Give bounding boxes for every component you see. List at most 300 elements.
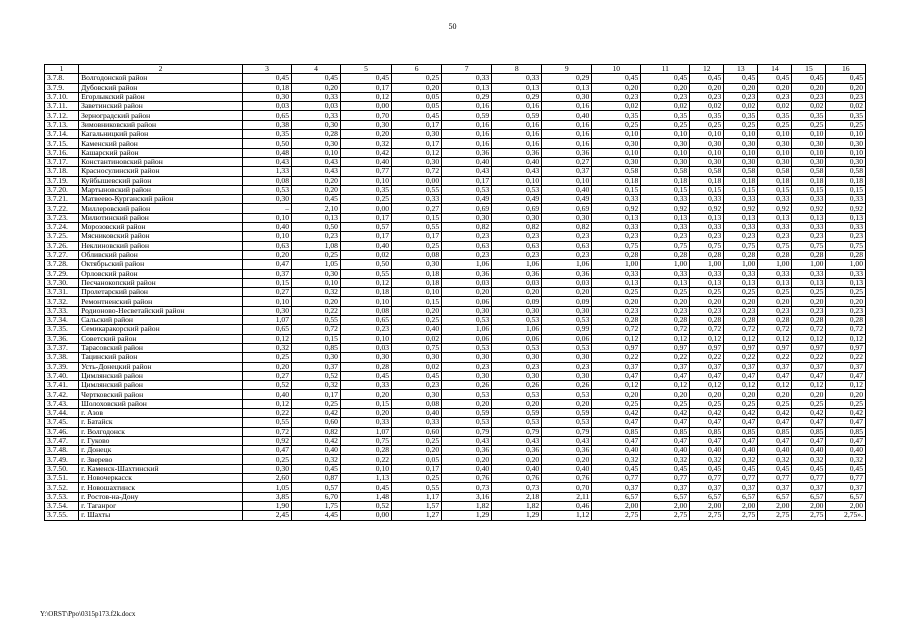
- value-cell: 0,12: [641, 334, 690, 343]
- value-cell: 0,20: [724, 297, 758, 306]
- row-code-cell: 3.7.34.: [45, 316, 79, 325]
- district-name-cell: Каменский район: [79, 139, 243, 148]
- value-cell: 0,45: [724, 74, 758, 83]
- value-cell: 0,12: [826, 381, 866, 390]
- value-cell: 0,13: [492, 83, 542, 92]
- value-cell: 0,55: [392, 223, 442, 232]
- value-cell: 0,13: [690, 213, 724, 222]
- value-cell: 0,32: [758, 455, 792, 464]
- value-cell: 0,32: [292, 288, 341, 297]
- value-cell: 0,35: [641, 111, 690, 120]
- value-cell: 0,76: [492, 474, 542, 483]
- value-cell: 0,33: [792, 223, 826, 232]
- value-cell: 0,25: [792, 399, 826, 408]
- value-cell: 0,03: [442, 278, 492, 287]
- value-cell: 0,75: [641, 241, 690, 250]
- value-cell: 0,40: [243, 223, 292, 232]
- value-cell: 0,47: [243, 446, 292, 455]
- value-cell: 0,10: [690, 148, 724, 157]
- value-cell: 0,79: [492, 427, 542, 436]
- value-cell: 0,49: [442, 195, 492, 204]
- value-cell: 0,97: [792, 343, 826, 352]
- value-cell: 0,13: [758, 213, 792, 222]
- value-cell: 0,00: [340, 511, 391, 520]
- value-cell: 0,30: [243, 92, 292, 101]
- value-cell: 0,15: [292, 334, 341, 343]
- value-cell: 0,23: [442, 250, 492, 259]
- value-cell: 0,45: [826, 464, 866, 473]
- value-cell: 0,05: [392, 455, 442, 464]
- value-cell: 0,63: [243, 241, 292, 250]
- district-name-cell: г. Таганрог: [79, 501, 243, 510]
- value-cell: 0,22: [243, 408, 292, 417]
- value-cell: 0,69: [492, 204, 542, 213]
- value-cell: 1,13: [340, 474, 391, 483]
- row-code-cell: 3.7.24.: [45, 223, 79, 232]
- value-cell: 0,20: [442, 288, 492, 297]
- value-cell: 0,50: [292, 223, 341, 232]
- row-code-cell: 3.7.50.: [45, 464, 79, 473]
- value-cell: 0,45: [641, 464, 690, 473]
- column-header: 3: [243, 65, 292, 74]
- value-cell: 0,52: [292, 371, 341, 380]
- value-cell: 0,33: [758, 195, 792, 204]
- value-cell: 2,00: [792, 501, 826, 510]
- value-cell: 0,70: [340, 111, 391, 120]
- value-cell: 0,17: [392, 120, 442, 129]
- value-cell: 0,85: [292, 343, 341, 352]
- value-cell: 0,15: [392, 213, 442, 222]
- value-cell: 0,45: [592, 74, 641, 83]
- value-cell: 0,49: [542, 195, 592, 204]
- value-cell: 0,30: [492, 371, 542, 380]
- value-cell: 0,59: [442, 408, 492, 417]
- value-cell: 0,47: [792, 436, 826, 445]
- value-cell: 1,57: [392, 501, 442, 510]
- value-cell: 0,97: [690, 343, 724, 352]
- value-cell: 0,23: [492, 232, 542, 241]
- value-cell: 0,18: [340, 288, 391, 297]
- table-row: [45, 334, 866, 343]
- value-cell: 0,30: [492, 353, 542, 362]
- table-row: [45, 399, 866, 408]
- value-cell: 0,20: [340, 390, 391, 399]
- value-cell: 0,40: [792, 446, 826, 455]
- value-cell: 0,23: [690, 306, 724, 315]
- value-cell: 0,23: [792, 92, 826, 101]
- column-header: 10: [592, 65, 641, 74]
- row-code-cell: 3.7.32.: [45, 297, 79, 306]
- value-cell: 0,10: [492, 176, 542, 185]
- value-cell: 0,23: [542, 362, 592, 371]
- value-cell: 6,57: [758, 492, 792, 501]
- row-code-cell: 3.7.51.: [45, 474, 79, 483]
- value-cell: 0,13: [442, 83, 492, 92]
- value-cell: 6,57: [826, 492, 866, 501]
- value-cell: 0,20: [641, 297, 690, 306]
- value-cell: 0,23: [592, 92, 641, 101]
- value-cell: 0,12: [641, 381, 690, 390]
- table-row: [45, 278, 866, 287]
- value-cell: 6,57: [592, 492, 641, 501]
- value-cell: 0,32: [792, 455, 826, 464]
- value-cell: 0,02: [792, 102, 826, 111]
- value-cell: 0,73: [442, 483, 492, 492]
- value-cell: 0,33: [292, 92, 341, 101]
- value-cell: 0,45: [792, 464, 826, 473]
- table-row: [45, 316, 866, 325]
- value-cell: 0,25: [724, 399, 758, 408]
- value-cell: 0,25: [690, 288, 724, 297]
- value-cell: 1,00: [592, 260, 641, 269]
- value-cell: 0,13: [826, 278, 866, 287]
- value-cell: 0,30: [292, 139, 341, 148]
- value-cell: 0,10: [792, 148, 826, 157]
- value-cell: 0,23: [442, 232, 492, 241]
- table-row: [45, 427, 866, 436]
- value-cell: 0,10: [340, 176, 391, 185]
- value-cell: 0,12: [758, 334, 792, 343]
- value-cell: 0,20: [492, 399, 542, 408]
- value-cell: 0,47: [641, 418, 690, 427]
- value-cell: 0,03: [292, 102, 341, 111]
- value-cell: 0,03: [340, 343, 391, 352]
- value-cell: 0,23: [792, 306, 826, 315]
- value-cell: 0,77: [792, 474, 826, 483]
- value-cell: 0,33: [592, 195, 641, 204]
- row-code-cell: 3.7.20.: [45, 185, 79, 194]
- value-cell: 0,33: [442, 74, 492, 83]
- value-cell: 0,02: [592, 102, 641, 111]
- value-cell: 0,59: [492, 111, 542, 120]
- value-cell: 0,47: [758, 418, 792, 427]
- value-cell: 0,20: [492, 455, 542, 464]
- value-cell: 0,25: [592, 288, 641, 297]
- value-cell: 0,76: [442, 474, 492, 483]
- value-cell: 0,97: [826, 343, 866, 352]
- value-cell: 0,18: [792, 176, 826, 185]
- row-code-cell: 3.7.31.: [45, 288, 79, 297]
- district-name-cell: Волгодонской район: [79, 74, 243, 83]
- value-cell: 0,53: [442, 390, 492, 399]
- value-cell: 0,22: [724, 353, 758, 362]
- value-cell: 0,42: [758, 408, 792, 417]
- value-cell: 0,53: [542, 418, 592, 427]
- row-code-cell: 3.7.17.: [45, 157, 79, 166]
- value-cell: 0,15: [592, 185, 641, 194]
- district-name-cell: г. Азов: [79, 408, 243, 417]
- value-cell: 2,60: [243, 474, 292, 483]
- value-cell: 0,40: [826, 446, 866, 455]
- value-cell: 0,22: [292, 306, 341, 315]
- value-cell: 0,33: [641, 223, 690, 232]
- value-cell: 0,10: [340, 297, 391, 306]
- value-cell: 0,92: [690, 204, 724, 213]
- value-cell: 0,30: [542, 353, 592, 362]
- value-cell: 0,42: [292, 408, 341, 417]
- value-cell: 0,33: [690, 269, 724, 278]
- district-name-cell: Семикаракорский район: [79, 325, 243, 334]
- value-cell: 1,29: [442, 511, 492, 520]
- value-cell: 0,10: [724, 148, 758, 157]
- value-cell: 0,13: [592, 213, 641, 222]
- value-cell: 0,32: [641, 455, 690, 464]
- row-code-cell: 3.7.30.: [45, 278, 79, 287]
- value-cell: 0,40: [542, 111, 592, 120]
- table-row: [45, 102, 866, 111]
- value-cell: 0,30: [292, 353, 341, 362]
- value-cell: 0,10: [826, 130, 866, 139]
- value-cell: 0,58: [758, 167, 792, 176]
- value-cell: 0,36: [442, 269, 492, 278]
- value-cell: 0,46: [542, 501, 592, 510]
- value-cell: 0,30: [690, 157, 724, 166]
- value-cell: 0,03: [243, 102, 292, 111]
- value-cell: 0,45: [690, 464, 724, 473]
- value-cell: 0,17: [392, 232, 442, 241]
- page-number: 50: [448, 22, 457, 31]
- value-cell: 1,07: [340, 427, 391, 436]
- value-cell: 0,00: [340, 102, 391, 111]
- value-cell: 0,22: [758, 353, 792, 362]
- value-cell: 6,57: [690, 492, 724, 501]
- value-cell: 0,79: [542, 427, 592, 436]
- value-cell: 0,75: [340, 436, 391, 445]
- value-cell: 0,28: [340, 446, 391, 455]
- row-code-cell: 3.7.53.: [45, 492, 79, 501]
- value-cell: 0,35: [758, 111, 792, 120]
- table-row: [45, 241, 866, 250]
- table-row: [45, 492, 866, 501]
- value-cell: 0,10: [592, 130, 641, 139]
- value-cell: 0,73: [492, 483, 542, 492]
- value-cell: 0,63: [442, 241, 492, 250]
- value-cell: 0,37: [792, 362, 826, 371]
- value-cell: 0,58: [592, 167, 641, 176]
- value-cell: 1,27: [392, 511, 442, 520]
- value-cell: 1,00: [690, 260, 724, 269]
- value-cell: 0,40: [392, 325, 442, 334]
- value-cell: 0,25: [690, 120, 724, 129]
- value-cell: 6,57: [724, 492, 758, 501]
- value-cell: 0,16: [492, 130, 542, 139]
- value-cell: 0,25: [243, 353, 292, 362]
- value-cell: 0,26: [542, 381, 592, 390]
- table-row: [45, 436, 866, 445]
- value-cell: 0,47: [690, 371, 724, 380]
- value-cell: 0,55: [292, 316, 341, 325]
- value-cell: 0,23: [292, 232, 341, 241]
- value-cell: 0,53: [542, 390, 592, 399]
- value-cell: 0,25: [758, 399, 792, 408]
- district-name-cell: Ремонтненский район: [79, 297, 243, 306]
- value-cell: 0,17: [442, 176, 492, 185]
- value-cell: 0,18: [826, 176, 866, 185]
- row-code-cell: 3.7.26.: [45, 241, 79, 250]
- value-cell: 0,30: [442, 306, 492, 315]
- value-cell: 0,23: [758, 92, 792, 101]
- value-cell: 0,30: [826, 139, 866, 148]
- value-cell: 0,72: [690, 325, 724, 334]
- table-row: [45, 204, 866, 213]
- value-cell: 0,25: [690, 399, 724, 408]
- data-table: [44, 64, 866, 521]
- value-cell: 0,28: [641, 250, 690, 259]
- value-cell: 0,12: [340, 278, 391, 287]
- value-cell: 0,28: [690, 250, 724, 259]
- value-cell: 0,33: [826, 269, 866, 278]
- row-code-cell: 3.7.22.: [45, 204, 79, 213]
- value-cell: 0,20: [758, 83, 792, 92]
- value-cell: 0,30: [724, 139, 758, 148]
- value-cell: 0,25: [392, 241, 442, 250]
- value-cell: 2,75: [592, 511, 641, 520]
- column-header: 9: [542, 65, 592, 74]
- value-cell: 0,75: [758, 241, 792, 250]
- value-cell: 0,13: [724, 213, 758, 222]
- value-cell: 0,23: [724, 306, 758, 315]
- value-cell: 0,10: [292, 278, 341, 287]
- value-cell: 0,15: [792, 185, 826, 194]
- value-cell: 0,92: [641, 204, 690, 213]
- value-cell: 0,45: [758, 74, 792, 83]
- table-row: [45, 288, 866, 297]
- table-row: [45, 511, 866, 520]
- value-cell: 0,23: [492, 250, 542, 259]
- value-cell: 2,00: [826, 501, 866, 510]
- value-cell: 1,00: [792, 260, 826, 269]
- value-cell: 0,59: [492, 408, 542, 417]
- row-code-cell: 3.7.11.: [45, 102, 79, 111]
- value-cell: 0,55: [392, 185, 442, 194]
- value-cell: 0,43: [243, 157, 292, 166]
- row-code-cell: 3.7.14.: [45, 130, 79, 139]
- value-cell: 0,47: [826, 371, 866, 380]
- value-cell: 0,33: [826, 223, 866, 232]
- value-cell: 0,33: [641, 195, 690, 204]
- value-cell: 0,35: [724, 111, 758, 120]
- value-cell: 0,33: [641, 269, 690, 278]
- value-cell: 0,17: [340, 83, 391, 92]
- value-cell: 0,60: [292, 418, 341, 427]
- value-cell: 0,20: [641, 390, 690, 399]
- table-row: [45, 74, 866, 83]
- value-cell: 0,30: [243, 306, 292, 315]
- value-cell: 0,69: [542, 204, 592, 213]
- value-cell: 0,12: [243, 334, 292, 343]
- value-cell: 0,23: [724, 232, 758, 241]
- district-name-cell: Песчанокопский район: [79, 278, 243, 287]
- value-cell: 0,97: [758, 343, 792, 352]
- value-cell: 0,32: [826, 455, 866, 464]
- value-cell: 0,40: [243, 390, 292, 399]
- value-cell: 0,47: [641, 436, 690, 445]
- value-cell: 0,20: [826, 83, 866, 92]
- value-cell: 1,06: [442, 325, 492, 334]
- value-cell: 0,53: [492, 390, 542, 399]
- value-cell: 0,27: [243, 371, 292, 380]
- value-cell: 0,50: [340, 260, 391, 269]
- value-cell: 1,08: [292, 241, 341, 250]
- value-cell: 0,10: [641, 148, 690, 157]
- value-cell: 0,25: [292, 399, 341, 408]
- value-cell: 0,30: [492, 306, 542, 315]
- district-name-cell: Чертковский район: [79, 390, 243, 399]
- district-name-cell: Сальский район: [79, 316, 243, 325]
- value-cell: 0,47: [758, 371, 792, 380]
- district-name-cell: Заветинский район: [79, 102, 243, 111]
- value-cell: 0,09: [492, 297, 542, 306]
- value-cell: 0,02: [392, 334, 442, 343]
- value-cell: 0,92: [826, 204, 866, 213]
- value-cell: 0,23: [592, 306, 641, 315]
- value-cell: 0,37: [724, 483, 758, 492]
- value-cell: 0,30: [340, 353, 391, 362]
- value-cell: 0,75: [792, 241, 826, 250]
- value-cell: 0,30: [758, 139, 792, 148]
- value-cell: 0,53: [492, 316, 542, 325]
- value-cell: 0,30: [792, 157, 826, 166]
- district-name-cell: Тарасовский район: [79, 343, 243, 352]
- value-cell: 0,92: [243, 436, 292, 445]
- value-cell: 0,10: [792, 130, 826, 139]
- table-row: [45, 371, 866, 380]
- value-cell: 0,33: [826, 195, 866, 204]
- value-cell: 0,20: [592, 390, 641, 399]
- value-cell: 0,40: [340, 241, 391, 250]
- row-code-cell: 3.7.54.: [45, 501, 79, 510]
- value-cell: 0,25: [592, 399, 641, 408]
- value-cell: 0,30: [792, 139, 826, 148]
- value-cell: 0,45: [592, 464, 641, 473]
- value-cell: 0,85: [758, 427, 792, 436]
- value-cell: 0,10: [542, 176, 592, 185]
- district-name-cell: Красносулинский район: [79, 167, 243, 176]
- value-cell: 0,10: [243, 297, 292, 306]
- value-cell: 0,20: [724, 390, 758, 399]
- value-cell: 0,77: [758, 474, 792, 483]
- value-cell: 0,10: [592, 148, 641, 157]
- value-cell: 2,00: [641, 501, 690, 510]
- value-cell: 0,92: [758, 204, 792, 213]
- table-row: [45, 232, 866, 241]
- table-row: [45, 390, 866, 399]
- value-cell: 0,18: [392, 269, 442, 278]
- value-cell: 0,58: [641, 167, 690, 176]
- value-cell: 0,17: [392, 464, 442, 473]
- value-cell: 0,45: [826, 74, 866, 83]
- value-cell: 0,22: [340, 455, 391, 464]
- value-cell: 2,75: [641, 511, 690, 520]
- value-cell: 0,25: [392, 74, 442, 83]
- value-cell: 0,15: [758, 185, 792, 194]
- value-cell: 0,12: [340, 92, 391, 101]
- value-cell: 0,77: [641, 474, 690, 483]
- value-cell: 0,99: [542, 325, 592, 334]
- value-cell: 0,85: [724, 427, 758, 436]
- value-cell: 0,97: [641, 343, 690, 352]
- row-code-cell: 3.7.37.: [45, 343, 79, 352]
- value-cell: 2,45: [243, 511, 292, 520]
- value-cell: 0,13: [792, 213, 826, 222]
- value-cell: 0,85: [792, 427, 826, 436]
- row-code-cell: 3.7.33.: [45, 306, 79, 315]
- value-cell: 0,16: [542, 102, 592, 111]
- district-name-cell: Егорлыкский район: [79, 92, 243, 101]
- value-cell: 2,75: [724, 511, 758, 520]
- value-cell: 0,87: [292, 474, 341, 483]
- value-cell: 0,43: [542, 436, 592, 445]
